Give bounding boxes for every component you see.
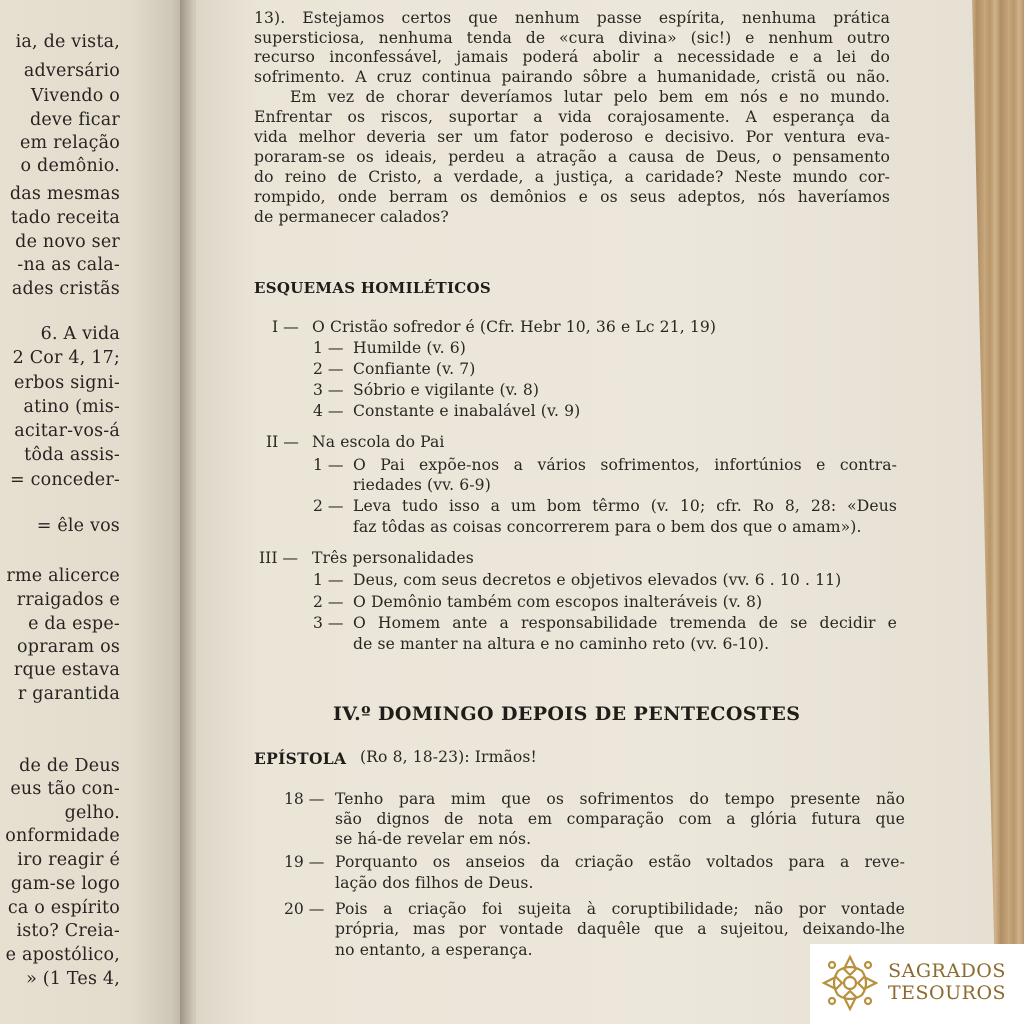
- outline-item: faz tôdas as coisas concorrerem para o bem dos que o amam»).: [353, 518, 862, 536]
- verse-line: Tenho para mim que os sofrimentos do tempo presente não: [335, 790, 905, 808]
- outline-number: III —: [259, 549, 299, 567]
- text-line: poraram-se os ideais, perdeu a atração a causa de Deus, o pensamento: [254, 148, 890, 166]
- left-page-line: tado receita: [10, 208, 120, 228]
- outline-item: Humilde (v. 6): [353, 339, 466, 357]
- left-page-line: acitar-vos-á: [14, 421, 120, 441]
- outline-item: O Pai expõe-nos a vários sofrimentos, infortúnios e contra-: [353, 456, 897, 474]
- text-line: Em vez de chorar deveríamos lutar pelo bem em nós e no mundo.: [290, 88, 890, 106]
- outline-item: riedades (vv. 6-9): [353, 476, 491, 494]
- left-page-line: e da espe-: [28, 614, 120, 634]
- verse-line: própria, mas por vontade daquêle que a sujeitou, deixando-lhe: [335, 920, 905, 938]
- left-page-line: erbos signi-: [14, 373, 120, 393]
- left-page-line: 6. A vida: [40, 324, 120, 344]
- epistle-label: EPÍSTOLA: [254, 749, 347, 768]
- left-page-line: ca o espírito: [7, 898, 120, 918]
- text-line: de permanecer calados?: [254, 208, 449, 226]
- verse-line: Pois a criação foi sujeita à coruptibilidade; não por vontade: [335, 900, 905, 918]
- outline-number: I —: [272, 318, 299, 336]
- left-page-line: isto? Creia-: [16, 921, 120, 941]
- text-line: vida melhor deveria ser um fator poderoso e decisivo. Por ventura eva-: [254, 128, 890, 146]
- left-page-line: r garantida: [17, 684, 120, 704]
- left-page: [0, 0, 186, 1024]
- outline-heading: O Cristão sofredor é (Cfr. Hebr 10, 36 e Lc 21, 19): [312, 318, 717, 336]
- text-line: 13). Estejamos certos que nenhum passe espírita, nenhuma prática: [254, 9, 890, 27]
- left-page-line: onformidade: [5, 826, 120, 846]
- outline-item: O Demônio também com escopos inalteráveis (v. 8): [353, 593, 763, 611]
- verse-number: 18 —: [284, 790, 325, 808]
- logo-line-1: SAGRADOS: [888, 960, 1006, 982]
- outline-heading: Na escola do Pai: [312, 433, 445, 451]
- outline-number: II —: [266, 433, 299, 451]
- left-page-line: Vivendo o: [30, 86, 120, 106]
- left-page-line: = conceder-: [9, 470, 120, 490]
- outline-item: Constante e inabalável (v. 9): [353, 402, 581, 420]
- outline-item-number: 1 —: [313, 571, 344, 589]
- left-page-line: adversário: [23, 61, 120, 81]
- text-line: recurso inconfessável, jamais poderá abolir a necessidade e a lei do: [254, 48, 890, 66]
- outline-item-number: 1 —: [313, 339, 344, 357]
- logo-line-2: TESOUROS: [888, 982, 1007, 1004]
- logo-text: [888, 960, 1006, 1004]
- outline-item-number: 1 —: [313, 456, 344, 474]
- section-title: IV.º DOMINGO DEPOIS DE PENTECOSTES: [333, 703, 801, 725]
- left-page-line: deve ficar: [29, 110, 120, 130]
- left-page-line: ia, de vista,: [15, 32, 120, 52]
- left-page-line: rme alicerce: [6, 566, 120, 586]
- text-line: do reino de Cristo, a verdade, a justiça, a caridade? Neste mundo cor-: [254, 168, 890, 186]
- outline-item: de se manter na altura e no caminho reto (vv. 6-10).: [353, 635, 770, 653]
- text-line: sofrimento. A cruz continua pairando sôbre a humanidade, cristã ou não.: [254, 68, 890, 86]
- left-page-line: opraram os: [16, 637, 120, 657]
- verse-number: 19 —: [284, 853, 325, 871]
- outline-item: Deus, com seus decretos e objetivos elevados (vv. 6 . 10 . 11): [353, 571, 842, 589]
- epistle-reference: (Ro 8, 18-23): Irmãos!: [360, 748, 537, 766]
- verse-line: Porquanto os anseios da criação estão voltados para a reve-: [335, 853, 905, 871]
- left-page-line: ades cristãs: [11, 279, 120, 299]
- verse-line: lação dos filhos de Deus.: [335, 874, 534, 892]
- outline-item: Sóbrio e vigilante (v. 8): [353, 381, 540, 399]
- left-page-line: gam-se logo: [10, 874, 120, 894]
- outline-item: O Homem ante a responsabilidade tremenda de se decidir e: [353, 614, 897, 632]
- verse-line: no entanto, a esperança.: [335, 941, 533, 959]
- verse-number: 20 —: [284, 900, 325, 918]
- text-line: rompido, onde berram os demônios e os seus adeptos, nós haveríamos: [254, 188, 890, 206]
- sagrados-tesouros-logo: [810, 944, 1024, 1024]
- left-page-line: gelho.: [64, 803, 120, 823]
- outline-item: Leva tudo isso a um bom têrmo (v. 10; cfr. Ro 8, 28: «Deus: [353, 497, 897, 515]
- outline-item-number: 4 —: [313, 402, 344, 420]
- left-page-line: de novo ser: [15, 232, 120, 252]
- left-page-line: eus tão con-: [10, 779, 120, 799]
- outline-item: Confiante (v. 7): [353, 360, 476, 378]
- left-page-line: e apostólico,: [5, 945, 120, 965]
- left-page-line: rque estava: [13, 660, 120, 680]
- outline-item-number: 3 —: [313, 614, 344, 632]
- ornamental-cross-icon: [820, 953, 880, 1013]
- left-page-line: iro reagir é: [17, 850, 120, 870]
- outline-item-number: 2 —: [313, 360, 344, 378]
- outline-item-number: 2 —: [313, 497, 344, 515]
- text-line: Enfrentar os riscos, suportar a vida corajosamente. A esperança da: [254, 108, 890, 126]
- left-page-line: tôda assis-: [24, 445, 120, 465]
- verse-line: se há-de revelar em nós.: [335, 830, 532, 848]
- outline-item-number: 3 —: [313, 381, 344, 399]
- left-page-line: o demônio.: [20, 156, 120, 176]
- left-page-line: em relação: [19, 133, 120, 153]
- left-page-line: das mesmas: [9, 184, 120, 204]
- left-page-line: de de Deus: [19, 756, 120, 776]
- left-page-line: = êle vos: [36, 516, 120, 536]
- left-page-line: » (1 Tes 4,: [26, 969, 120, 989]
- left-page-line: atino (mis-: [23, 397, 120, 417]
- left-page-line: rraigados e: [16, 590, 120, 610]
- outline-item-number: 2 —: [313, 593, 344, 611]
- outline-heading: Três personalidades: [312, 549, 474, 567]
- schemes-heading: ESQUEMAS HOMILÉTICOS: [254, 279, 491, 297]
- verse-line: são dignos de nota em comparação com a glória futura que: [335, 810, 905, 828]
- left-page-line: -na as cala-: [17, 255, 120, 275]
- text-line: supersticiosa, nenhuma tenda de «cura divina» (sic!) e nenhum outro: [254, 29, 890, 47]
- left-page-line: 2 Cor 4, 17;: [12, 348, 120, 368]
